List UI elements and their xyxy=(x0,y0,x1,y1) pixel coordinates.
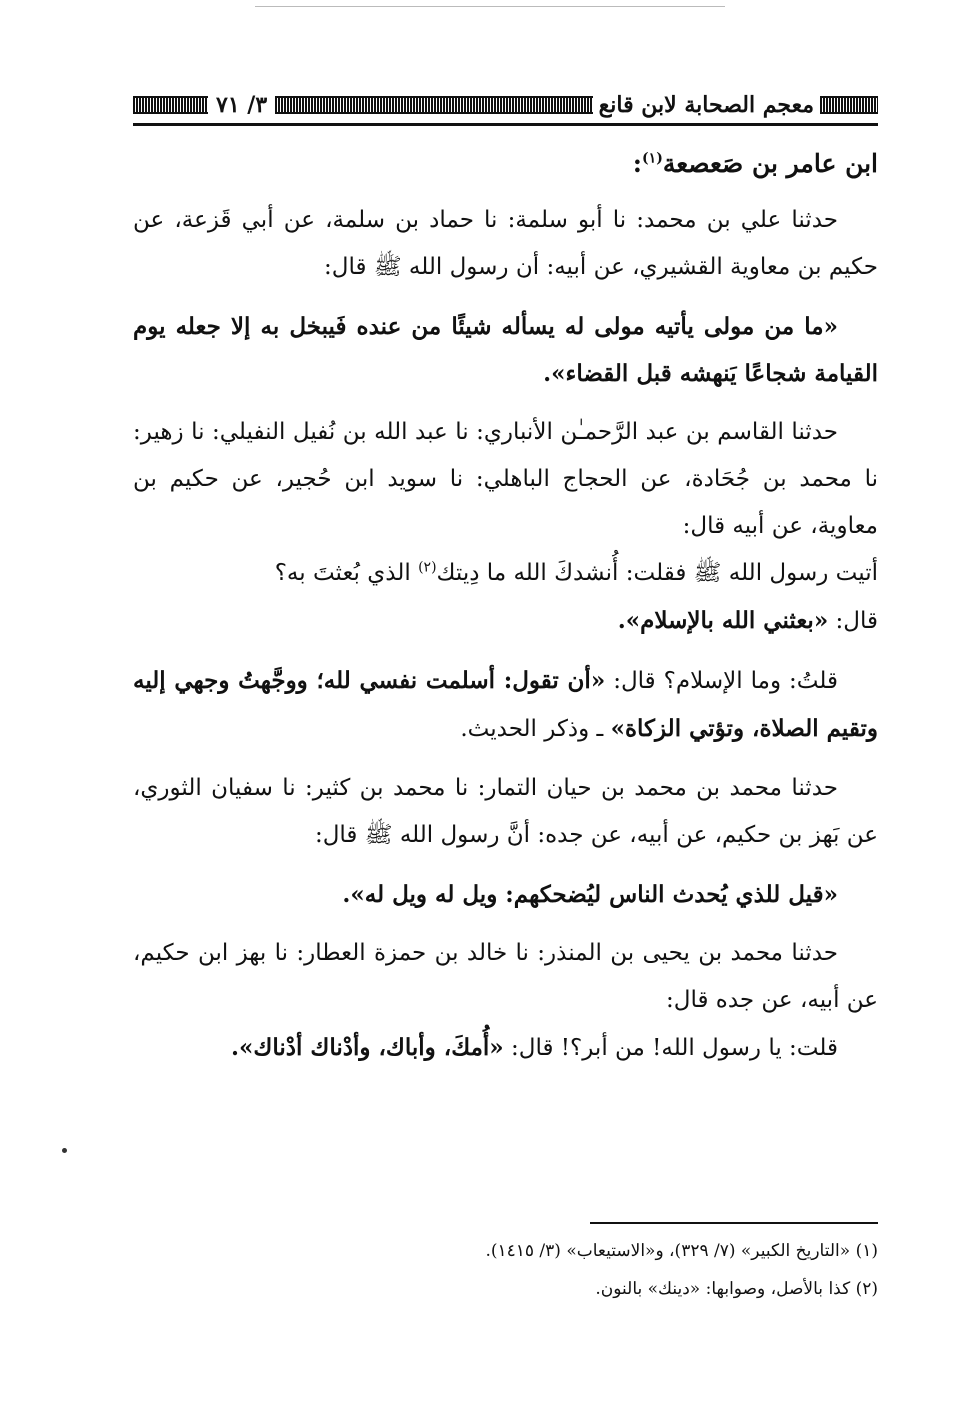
answer-prefix: قال: xyxy=(828,608,878,634)
islam-prefix: قلتُ: وما الإسلام؟ قال: xyxy=(605,668,838,694)
page-number: ٣/ ٧١ xyxy=(216,92,268,118)
heading-colon: : xyxy=(632,149,643,178)
footnote-rule xyxy=(590,1222,878,1224)
scan-dot xyxy=(62,1148,67,1153)
question-text-end: الذي بُعثتَ به؟ xyxy=(274,560,419,586)
spacer xyxy=(133,859,878,871)
spacer xyxy=(133,291,878,303)
footnote-1: (١) «التاريخ الكبير» (٧/ ٣٢٩)، و«الاستيعاب» (٣/ ١٤١٥). xyxy=(485,1241,878,1261)
footnote-marker-2: (٢) xyxy=(418,559,437,576)
header-ornament-left xyxy=(133,96,208,114)
birr-hadith: «أُمكَ، وأباك، وأدْناك أدْناك». xyxy=(231,1034,504,1061)
header-ornament-right xyxy=(820,96,878,114)
paragraph-isnad-4: حدثنا محمد بن يحيى بن المنذر: نا خالد بن حمزة العطار: نا بهز ابن حكيم، عن أبيه، عن جده قال: xyxy=(133,940,878,1013)
question-text: أتيت رسول الله ﷺ فقلت: أُنشدكَ الله ما دِيتك xyxy=(436,560,878,586)
paragraph-islam xyxy=(133,657,878,753)
header-ornament-middle xyxy=(275,96,592,114)
paragraph-birr xyxy=(133,1024,878,1072)
paragraph-hadith-3: «قيل للذي يُحدث الناس ليُضحكهم: ويل له ويل له». xyxy=(342,881,838,908)
scan-mark xyxy=(255,6,725,7)
main-text xyxy=(133,140,878,1072)
paragraph-isnad-3: حدثنا محمد بن محمد بن حيان التمار: نا محمد بن كثير: نا سفيان الثوري، عن بَهز بن حكيم، عن أبيه، عن جده: أنَّ رسول الله ﷺ قال: xyxy=(133,775,878,848)
spacer xyxy=(133,753,878,765)
footnote-2: (٢) كذا بالأصل، وصوابها: «دينك» بالنون. xyxy=(595,1279,878,1299)
entry-heading xyxy=(133,140,878,187)
paragraph-question xyxy=(133,550,878,597)
paragraph-hadith-1: «ما من مولى يأتيه مولى له يسأله شيئًا من عنده فَيبخل به إلا جعله يوم القيامة شجاعًا يَنهشه قبل القضاء». xyxy=(133,313,878,387)
birr-prefix: قلت: يا رسول الله! من أبر؟! قال: xyxy=(503,1035,838,1061)
header-rule xyxy=(133,123,878,126)
spacer xyxy=(133,918,878,930)
islam-suffix: ـ وذكر الحديث. xyxy=(460,716,611,742)
spacer xyxy=(133,397,878,409)
header-title: معجم الصحابة لابن قانع xyxy=(598,92,814,118)
paragraph-isnad-2: حدثنا القاسم بن عبد الرَّحمـٰن الأنباري: نا عبد الله بن نُفيل النفيلي: نا زهير: نا محمد بن جُحَادة، عن الحجاج الباهلي: نا سويد ابن حُجير، عن حكيم بن معاوية، عن أبيه قال: xyxy=(133,419,878,539)
running-header xyxy=(133,88,878,122)
paragraph-answer xyxy=(133,597,878,645)
answer-hadith: «بعثني الله بالإسلام». xyxy=(617,607,829,634)
footnote-marker-1: (١) xyxy=(642,150,663,167)
islam-hadith: «أن تقول: أسلمت نفسي لله؛ ووجَّهتُ وجهي إليه وتقيم الصلاة، وتؤتي الزكاة» xyxy=(133,667,878,742)
paragraph-isnad-1: حدثنا علي بن محمد: نا أبو سلمة: نا حماد بن سلمة، عن أبي قَزعة، عن حكيم بن معاوية القشيري، عن أبيه: أن رسول الله ﷺ قال: xyxy=(133,207,878,280)
footnotes xyxy=(133,1232,878,1308)
spacer xyxy=(133,645,878,657)
entry-name: ابن عامر بن صَعصعة xyxy=(662,149,878,178)
